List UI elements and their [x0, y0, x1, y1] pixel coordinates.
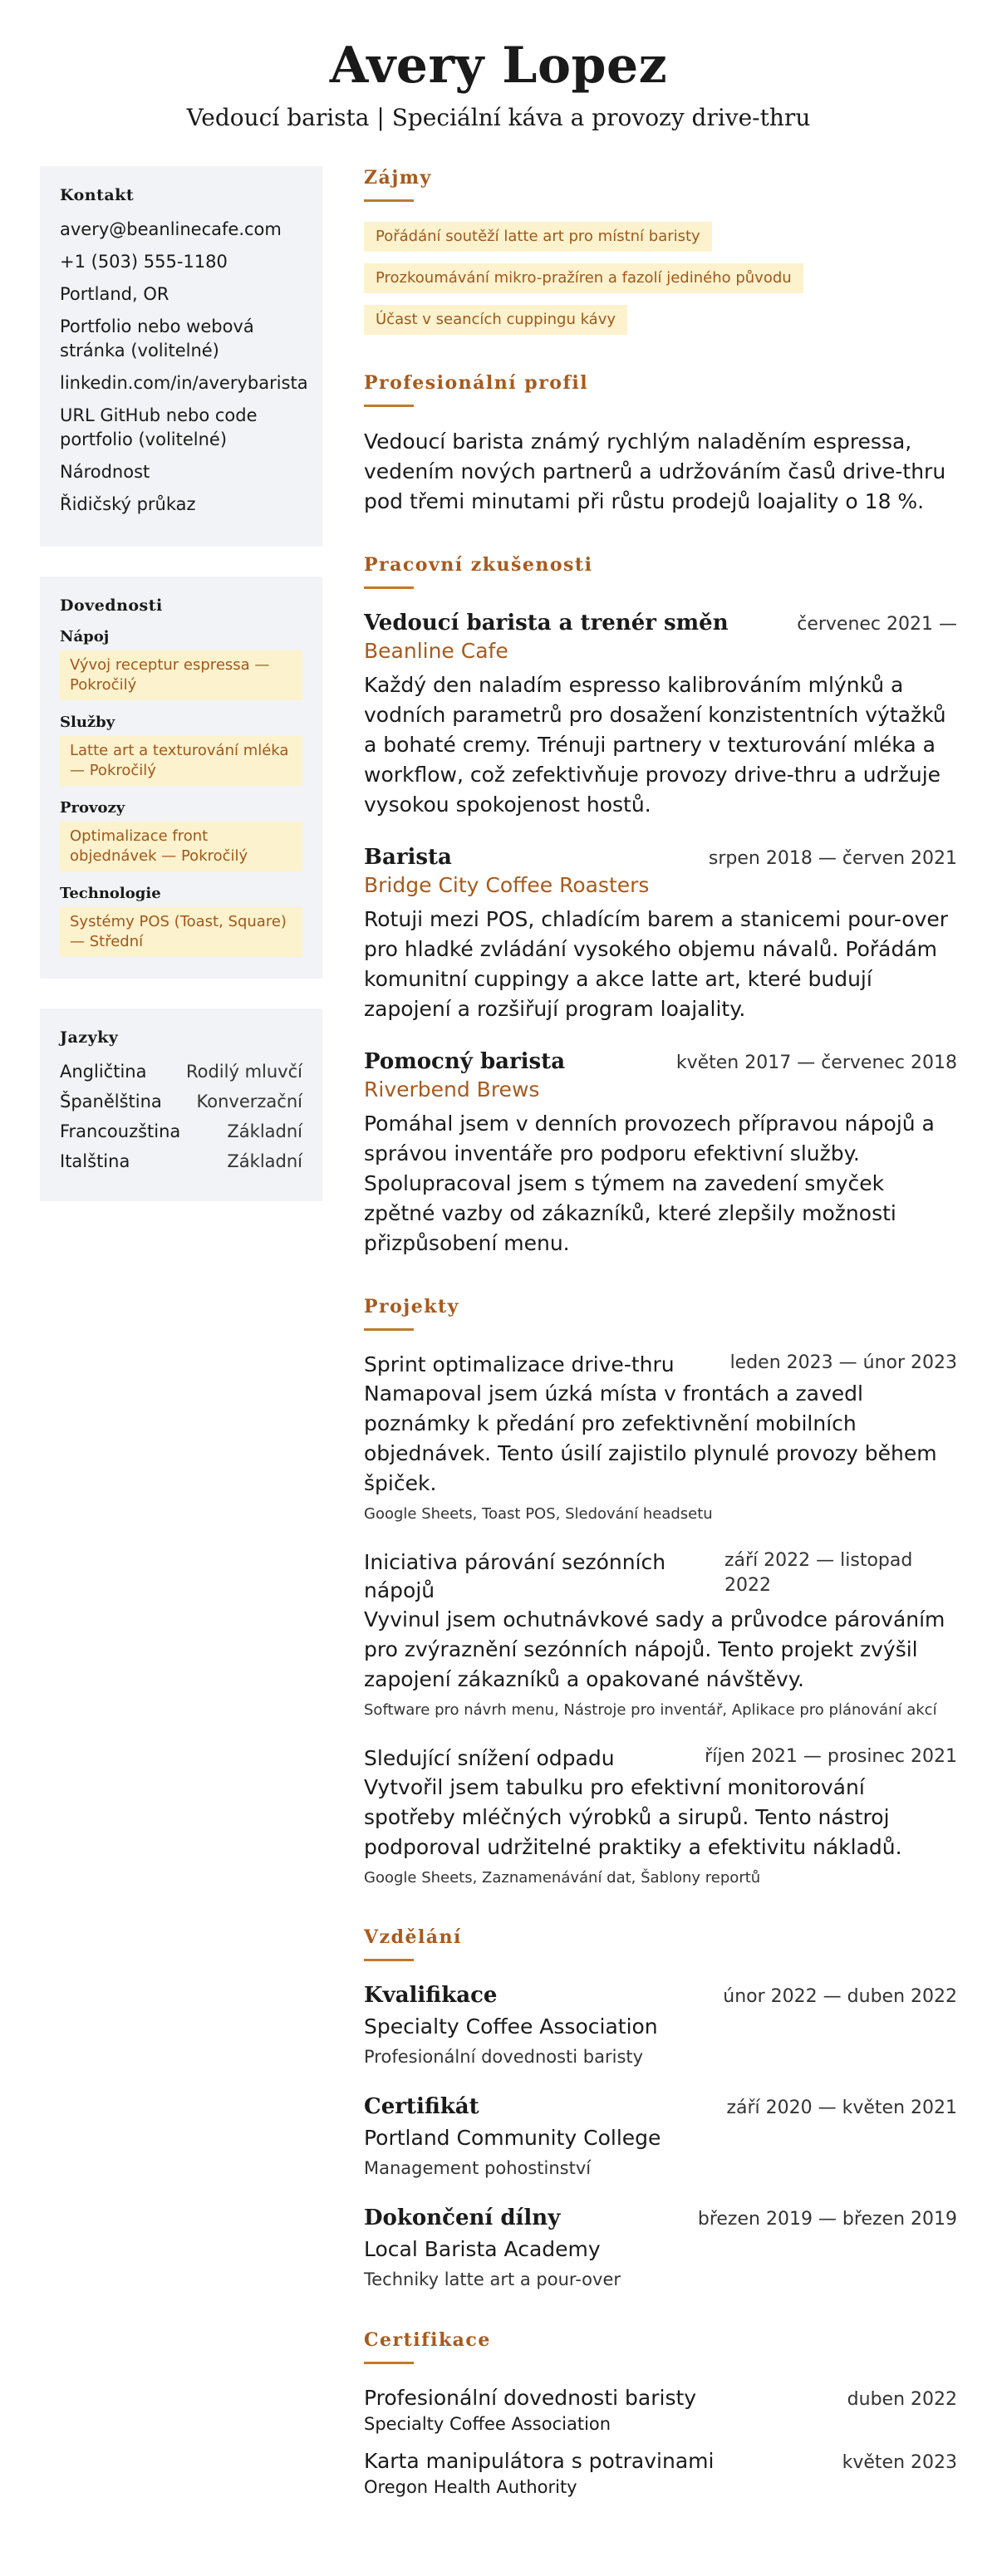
skill-category: Provozy: [60, 799, 125, 817]
project-header: [364, 1351, 957, 1379]
project-description: Vytvořil jsem tabulku pro efektivní monitorování spotřeby mléčných výrobků a sirupů. Tento nástroj podporoval udržitelné praktiky a efektivitu nákladů.: [364, 1775, 902, 1859]
job-description: Pomáhal jsem v denních provozech přípravou nápojů a správou inventáře pro podporu efektivní služby. Spolupracoval jsem s týmem na zavedení smyček zpětné vazby od zákazníků, které zlepšily možnosti přizpůsobení menu.: [364, 1111, 935, 1255]
study-field: Management pohostinství: [364, 2158, 592, 2178]
language-row: [60, 1060, 302, 1083]
resume-header: [0, 0, 997, 133]
experience-entry: [364, 1048, 957, 1259]
certification-date: květen 2023: [842, 2452, 957, 2473]
section-divider: [364, 405, 414, 407]
section-divider: [364, 1959, 414, 1961]
interest-tag: Prozkoumávání mikro-pražíren a fazolí jediného původu: [364, 263, 803, 293]
language-row: [60, 1090, 302, 1113]
project-date: leden 2023 — únor 2023: [729, 1352, 957, 1373]
project-tools: Google Sheets, Zaznamenávání dat, Šablony reportů: [364, 1869, 761, 1887]
experience-entry: [364, 843, 957, 1024]
study-field: Techniky latte art a pour-over: [364, 2269, 621, 2289]
job-date: červenec 2021 —: [797, 614, 957, 635]
degree-title: Certifikát: [364, 2094, 479, 2119]
interests-list: [364, 222, 957, 335]
candidate-name: Avery Lopez: [329, 37, 668, 95]
experience-title: Pracovní zkušenosti: [364, 554, 593, 576]
profile-section: [364, 371, 957, 517]
main-content: [364, 166, 957, 2535]
project-date: říjen 2021 — prosinec 2021: [705, 1746, 957, 1767]
contact-location: Portland, OR: [60, 284, 169, 304]
entry-header: [364, 843, 957, 871]
section-divider: [364, 586, 414, 589]
profile-summary: Vedoucí barista známý rychlým naladěním espressa, vedením nových partnerů a udržováním časů drive-thru pod třemi minutami při růstu prodejů loajality o 18 %.: [364, 429, 946, 513]
skill-category: Nápoj: [60, 628, 110, 645]
certification-name: Profesionální dovednosti baristy: [364, 2386, 697, 2410]
sidebar: [40, 166, 322, 2535]
interests-section: [364, 166, 957, 335]
skill-category: Technologie: [60, 885, 161, 902]
education-entry: [364, 2204, 957, 2292]
language-name: Francouzština: [60, 1121, 181, 1141]
project-tools: Software pro návrh menu, Nástroje pro inventář, Aplikace pro plánování akcí: [364, 1701, 937, 1719]
interests-title: Zájmy: [364, 167, 432, 189]
skill-category: Služby: [60, 714, 115, 731]
project-entry: [364, 1744, 957, 1889]
institution-name: Local Barista Academy: [364, 2237, 601, 2261]
education-title: Vzdělání: [364, 1926, 462, 1948]
skills-box: [40, 577, 322, 979]
job-date: květen 2017 — červenec 2018: [675, 1052, 957, 1073]
education-entry: [364, 2093, 957, 2181]
skill-tag: Systémy POS (Toast, Square) — Střední: [60, 907, 302, 957]
contact-github: URL GitHub nebo code portfolio (volitelné): [60, 405, 258, 449]
section-divider: [364, 1328, 414, 1331]
language-level: Rodilý mluvčí: [185, 1062, 302, 1082]
language-name: Angličtina: [60, 1062, 147, 1082]
job-title: Vedoucí barista a trenér směn: [364, 611, 729, 635]
project-header: [364, 1548, 957, 1605]
language-level: Základní: [227, 1151, 302, 1171]
company-name: Riverbend Brews: [364, 1077, 540, 1102]
language-name: Italština: [60, 1151, 130, 1171]
job-title: Pomocný barista: [364, 1049, 566, 1074]
projects-section: [364, 1295, 957, 1889]
company-name: Bridge City Coffee Roasters: [364, 873, 650, 897]
candidate-headline: Vedoucí barista | Speciální káva a provozy drive-thru: [186, 104, 811, 131]
project-name: Sprint optimalizace drive-thru: [364, 1352, 675, 1376]
project-date: září 2022 — listopad 2022: [724, 1550, 913, 1596]
project-header: [364, 1744, 957, 1773]
language-level: Konverzační: [196, 1092, 302, 1111]
project-name: Iniciativa párování sezónních nápojů: [364, 1550, 666, 1602]
degree-title: Kvalifikace: [364, 1983, 498, 2008]
project-description: Vyvinul jsem ochutnávkové sady a průvodce párováním pro zvýraznění sezónních nápojů. Tento projekt zvýšil zapojení zákazníků a opakované návštěvy.: [364, 1607, 945, 1691]
language-row: [60, 1120, 302, 1143]
languages-box: [40, 1008, 322, 1201]
certifications-section: [364, 2328, 957, 2499]
contact-email[interactable]: avery@beanlinecafe.com: [60, 219, 282, 239]
languages-title: Jazyky: [60, 1028, 119, 1047]
project-name: Sledující snížení odpadu: [364, 1746, 615, 1770]
projects-title: Projekty: [364, 1296, 459, 1317]
language-row: [60, 1150, 302, 1173]
job-description: Každý den naladím espresso kalibrováním mlýnků a vodních parametrů pro dosažení konzistentních výtažků a bohaté cremy. Trénuji partnery v texturování mléka a workflow, což zefektivňuje provozy drive-thru a udržuje vysokou spokojenost hostů.: [364, 673, 946, 817]
certification-issuer: Specialty Coffee Association: [364, 2414, 611, 2434]
skill-tag: Vývoj receptur espressa — Pokročilý: [60, 650, 302, 700]
education-date: únor 2022 — duben 2022: [723, 1986, 957, 2007]
certifications-title: Certifikace: [364, 2329, 491, 2351]
education-entry: [364, 1981, 957, 2069]
degree-title: Dokončení dílny: [364, 2206, 561, 2230]
institution-name: Portland Community College: [364, 2126, 661, 2150]
job-description: Rotuji mezi POS, chladícím barem a stanicemi pour-over pro hladké zvládání vysokého objemu návalů. Pořádám komunitní cuppingy a akce latte art, které budují zapojení a rozšiřují program loajality.: [364, 907, 949, 1021]
entry-header: [364, 1981, 957, 2009]
experience-entry: [364, 609, 957, 820]
section-divider: [364, 199, 414, 202]
language-level: Základní: [227, 1121, 302, 1141]
education-section: [364, 1926, 957, 2292]
job-date: srpen 2018 — červen 2021: [708, 848, 957, 869]
contact-portfolio: Portfolio nebo webová stránka (volitelné): [60, 316, 254, 361]
interest-tag: Pořádání soutěží latte art pro místní baristy: [364, 222, 712, 252]
skill-tag: Latte art a texturování mléka — Pokročilý: [60, 736, 302, 786]
project-entry: [364, 1548, 957, 1721]
contact-phone[interactable]: +1 (503) 555-1180: [60, 252, 228, 272]
company-name: Beanline Cafe: [364, 639, 508, 663]
education-date: březen 2019 — březen 2019: [697, 2209, 957, 2230]
section-divider: [364, 2362, 414, 2364]
entry-header: [364, 1048, 957, 1076]
profile-title: Profesionální profil: [364, 372, 589, 394]
interest-tag: Účast v seancích cuppingu kávy: [364, 305, 627, 335]
entry-header: [364, 609, 957, 637]
certification-entry: [364, 2384, 957, 2436]
project-entry: [364, 1351, 957, 1525]
entry-header: [364, 2093, 957, 2121]
contact-linkedin[interactable]: linkedin.com/in/averybarista: [60, 373, 308, 393]
skills-title: Dovednosti: [60, 596, 163, 615]
contact-title: Kontakt: [60, 186, 135, 204]
contact-nationality: Národnost: [60, 462, 150, 482]
experience-section: [364, 553, 957, 1259]
skill-tag: Optimalizace front objednávek — Pokročilý: [60, 822, 302, 871]
resume-columns: [40, 166, 957, 2535]
project-description: Namapoval jsem úzká místa v frontách a zavedl poznámky k předání pro zefektivnění mobilních objednávek. Tento úsilí zajistilo plynulé provozy během špiček.: [364, 1381, 937, 1495]
education-date: září 2020 — květen 2021: [726, 2098, 957, 2118]
language-name: Španělština: [60, 1092, 162, 1111]
entry-header: [364, 2447, 957, 2475]
study-field: Profesionální dovednosti baristy: [364, 2047, 644, 2067]
job-title: Barista: [364, 845, 452, 870]
certification-entry: [364, 2447, 957, 2499]
contact-box: [40, 166, 322, 547]
institution-name: Specialty Coffee Association: [364, 2014, 658, 2039]
project-tools: Google Sheets, Toast POS, Sledování headsetu: [364, 1505, 713, 1523]
certification-date: duben 2022: [847, 2389, 957, 2410]
certification-issuer: Oregon Health Authority: [364, 2477, 577, 2497]
entry-header: [364, 2384, 957, 2412]
contact-license: Řidičský průkaz: [60, 494, 196, 514]
certification-name: Karta manipulátora s potravinami: [364, 2449, 715, 2473]
entry-header: [364, 2204, 957, 2232]
